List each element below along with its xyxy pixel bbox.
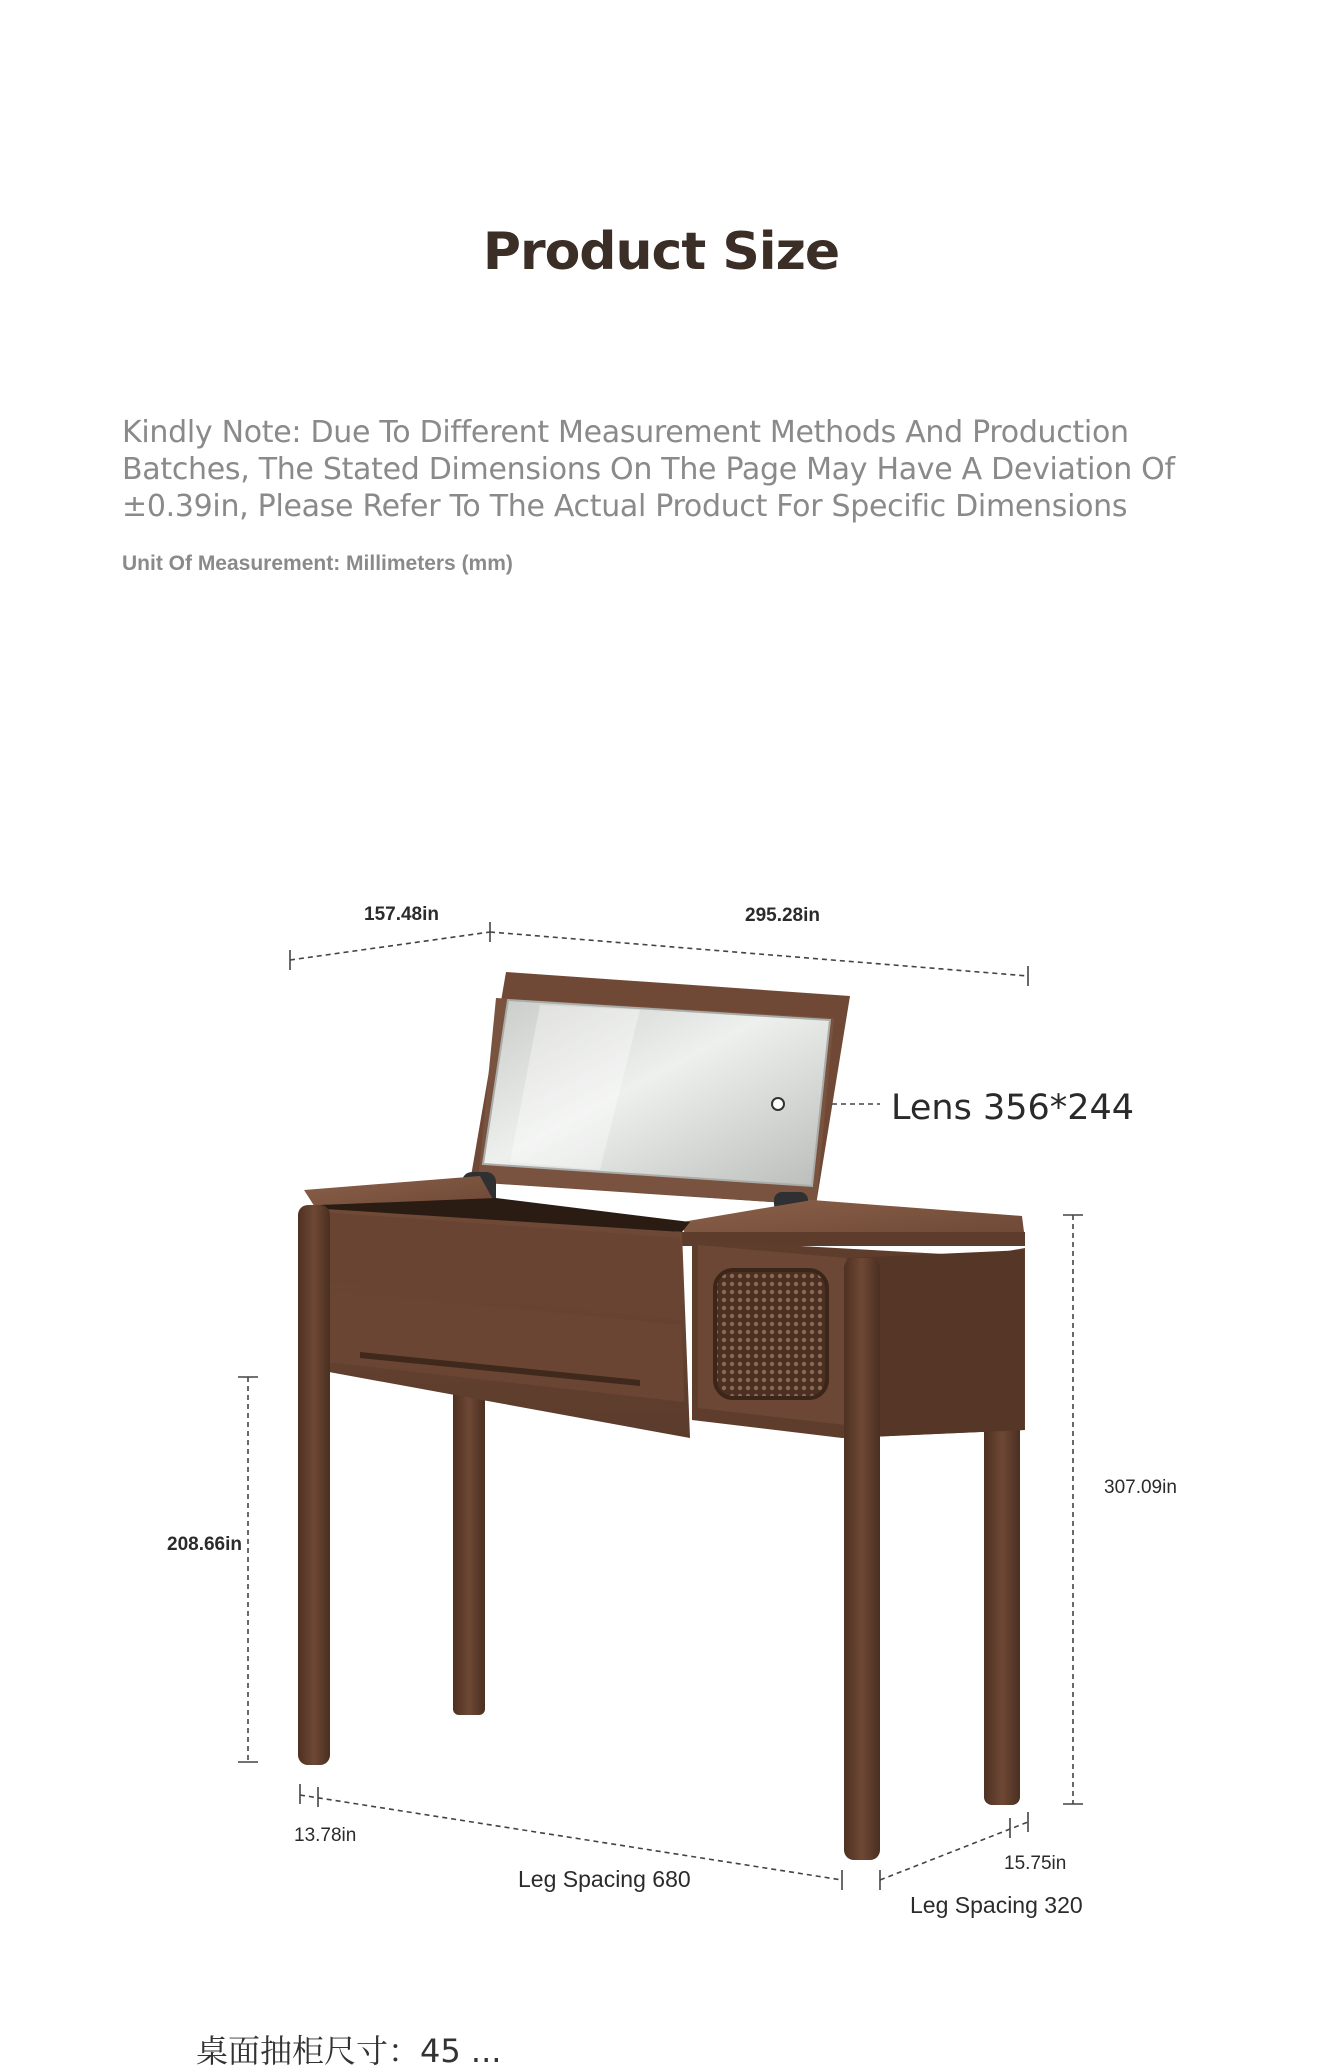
page-title: Product Size [482,222,840,282]
lens-size-label: Lens 356*244 [891,1088,1135,1128]
footer-partial-text: 桌面抽柜尺寸：45 ... [196,2032,502,2070]
back-right-leg [984,1380,1020,1805]
unit-of-measurement: Unit Of Measurement: Millimeters (mm) [122,552,513,575]
back-left-leg [453,1380,485,1715]
dimension-label-bottom-left: 13.78in [294,1825,357,1846]
rattan-panel [715,1270,827,1398]
dimension-label-top-left: 157.48in [364,904,439,925]
dimension-label-leg-height: 208.66in [167,1534,242,1555]
dimension-label-bottom-right: 15.75in [1004,1853,1067,1874]
dimension-label-total-height: 307.09in [1104,1477,1177,1498]
mirror-lid [470,972,850,1205]
leg-spacing-front-label: Leg Spacing 680 [518,1866,691,1892]
front-left-leg [298,1205,330,1765]
lens-marker [772,1098,784,1110]
leg-spacing-side-label: Leg Spacing 320 [910,1892,1083,1918]
dimension-label-top-right: 295.28in [745,905,820,926]
front-right-leg [844,1258,880,1860]
measurement-note: Kindly Note: Due To Different Measurement Methods And Production Batches, The Stated Dimensions On The Page May Have A Deviation Of ±0.39in, Please Refer To The Actual Product For Specific Dimensions [122,415,1175,524]
